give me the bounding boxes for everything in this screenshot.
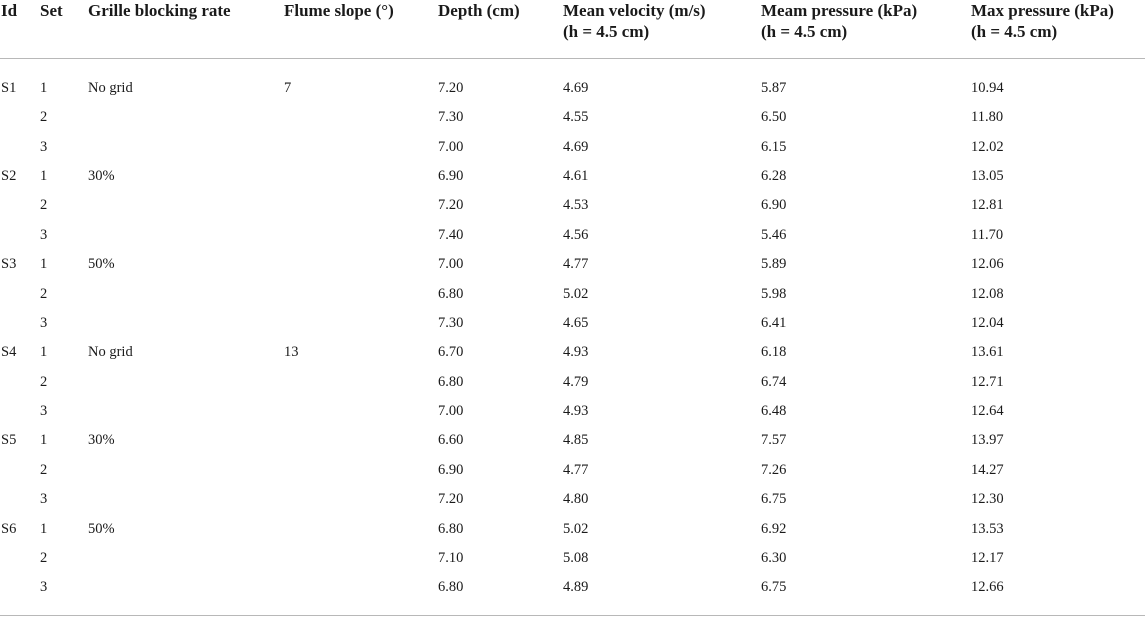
cell-id: S1 [1, 79, 17, 96]
table-row [0, 191, 1145, 220]
cell-max-pressure: 12.81 [971, 197, 1004, 214]
cell-max-pressure: 13.05 [971, 167, 1004, 184]
cell-mean-velocity: 4.85 [563, 432, 589, 449]
cell-mean-pressure: 6.30 [761, 550, 787, 567]
cell-flume-slope [284, 191, 438, 220]
cell-depth: 7.00 [438, 256, 464, 273]
cell-grille-blocking-rate: 30% [88, 432, 115, 449]
table-row [0, 338, 1145, 367]
cell-mean-pressure: 6.50 [761, 109, 787, 126]
cell-set: 3 [40, 226, 48, 243]
cell-flume-slope [284, 397, 438, 426]
cell-depth: 7.10 [438, 550, 464, 567]
cell-max-pressure: 12.71 [971, 373, 1004, 390]
cell-set: 3 [40, 403, 48, 420]
cell-depth: 7.00 [438, 403, 464, 420]
cell-grille-blocking-rate: No grid [88, 344, 133, 361]
cell-max-pressure: 12.30 [971, 491, 1004, 508]
cell-set: 1 [40, 79, 48, 96]
cell-mean-velocity: 4.77 [563, 256, 589, 273]
cell-grille-blocking-rate [88, 221, 284, 250]
cell-grille-blocking-rate [88, 368, 284, 397]
cell-flume-slope [284, 573, 438, 615]
table-row [0, 103, 1145, 132]
cell-mean-pressure: 6.41 [761, 314, 787, 331]
cell-mean-pressure: 7.57 [761, 432, 787, 449]
cell-set: 3 [40, 138, 48, 155]
cell-mean-pressure: 7.26 [761, 461, 787, 478]
cell-grille-blocking-rate [88, 132, 284, 161]
cell-mean-velocity: 4.79 [563, 373, 589, 390]
table-row [0, 250, 1145, 279]
cell-depth: 7.30 [438, 109, 464, 126]
cell-set: 3 [40, 491, 48, 508]
cell-set: 2 [40, 461, 48, 478]
cell-max-pressure: 13.97 [971, 432, 1004, 449]
cell-max-pressure: 12.64 [971, 403, 1004, 420]
cell-id [0, 573, 40, 615]
cell-set: 2 [40, 109, 48, 126]
table-row [0, 59, 1145, 104]
cell-depth: 6.80 [438, 520, 464, 537]
cell-max-pressure: 12.04 [971, 314, 1004, 331]
cell-grille-blocking-rate: No grid [88, 79, 133, 96]
table-row [0, 426, 1145, 455]
cell-mean-velocity: 4.56 [563, 226, 589, 243]
cell-set: 2 [40, 550, 48, 567]
cell-id [0, 368, 40, 397]
table-row [0, 397, 1145, 426]
cell-set: 1 [40, 256, 48, 273]
cell-id [0, 544, 40, 573]
table-row [0, 368, 1145, 397]
cell-max-pressure: 12.66 [971, 573, 1145, 615]
cell-mean-pressure: 5.46 [761, 226, 787, 243]
cell-mean-pressure: 6.15 [761, 138, 787, 155]
header-max-pressure-line1: Max pressure (kPa) [971, 1, 1114, 20]
cell-mean-velocity: 4.93 [563, 403, 589, 420]
cell-flume-slope [284, 426, 438, 455]
cell-max-pressure: 12.17 [971, 550, 1004, 567]
cell-id: S2 [1, 167, 17, 184]
cell-grille-blocking-rate [88, 456, 284, 485]
cell-set: 1 [40, 520, 48, 537]
cell-mean-velocity: 4.93 [563, 344, 589, 361]
cell-id [0, 103, 40, 132]
cell-mean-pressure: 6.75 [761, 491, 787, 508]
cell-flume-slope [284, 221, 438, 250]
header-grille-blocking-rate: Grille blocking rate [88, 0, 284, 59]
header-mean-velocity-line1: Mean velocity (m/s) [563, 1, 706, 20]
cell-depth: 7.20 [438, 79, 464, 96]
cell-id: S6 [1, 520, 17, 537]
cell-mean-velocity: 4.69 [563, 79, 589, 96]
cell-id [0, 132, 40, 161]
cell-flume-slope [284, 132, 438, 161]
table-row [0, 162, 1145, 191]
cell-mean-velocity: 4.53 [563, 197, 589, 214]
cell-depth: 6.70 [438, 344, 464, 361]
table-row [0, 132, 1145, 161]
cell-grille-blocking-rate [88, 309, 284, 338]
cell-depth: 6.90 [438, 461, 464, 478]
cell-depth: 7.00 [438, 138, 464, 155]
cell-id [0, 456, 40, 485]
header-set: Set [40, 0, 88, 59]
cell-flume-slope [284, 279, 438, 308]
cell-id [0, 309, 40, 338]
header-id: Id [0, 0, 40, 59]
table-row [0, 279, 1145, 308]
cell-depth: 7.20 [438, 491, 464, 508]
table-row [0, 514, 1145, 543]
cell-set: 1 [40, 344, 48, 361]
cell-depth: 6.90 [438, 167, 464, 184]
cell-mean-velocity: 4.69 [563, 138, 589, 155]
cell-flume-slope [284, 309, 438, 338]
cell-max-pressure: 10.94 [971, 79, 1004, 96]
cell-id: S4 [1, 344, 17, 361]
header-flume-slope: Flume slope (°) [284, 0, 438, 59]
cell-id [0, 191, 40, 220]
cell-max-pressure: 11.70 [971, 226, 1004, 243]
cell-set: 1 [40, 167, 48, 184]
header-mean-velocity [563, 0, 761, 59]
cell-set: 3 [40, 573, 88, 615]
cell-grille-blocking-rate [88, 485, 284, 514]
header-mean-pressure-line1: Meam pressure (kPa) [761, 1, 918, 20]
cell-max-pressure: 13.53 [971, 520, 1004, 537]
cell-set: 3 [40, 314, 48, 331]
cell-flume-slope [284, 456, 438, 485]
cell-grille-blocking-rate [88, 397, 284, 426]
table-row [0, 309, 1145, 338]
cell-set: 2 [40, 373, 48, 390]
header-mean-velocity-line2: (h = 4.5 cm) [563, 22, 650, 41]
cell-mean-velocity: 4.61 [563, 167, 589, 184]
cell-grille-blocking-rate: 30% [88, 167, 115, 184]
cell-mean-velocity: 5.08 [563, 550, 589, 567]
cell-flume-slope: 13 [284, 344, 299, 361]
cell-grille-blocking-rate [88, 544, 284, 573]
cell-depth: 7.40 [438, 226, 464, 243]
header-mean-pressure-line2: (h = 4.5 cm) [761, 22, 848, 41]
cell-mean-pressure: 6.48 [761, 403, 787, 420]
cell-max-pressure: 12.02 [971, 138, 1004, 155]
table-header [0, 0, 1145, 59]
cell-max-pressure: 12.08 [971, 285, 1004, 302]
cell-mean-velocity: 4.89 [563, 573, 761, 615]
cell-grille-blocking-rate [88, 103, 284, 132]
header-mean-pressure [761, 0, 971, 59]
cell-mean-pressure: 6.90 [761, 197, 787, 214]
header-depth: Depth (cm) [438, 0, 563, 59]
cell-set: 2 [40, 197, 48, 214]
cell-id [0, 397, 40, 426]
cell-max-pressure: 11.80 [971, 109, 1004, 126]
cell-set: 2 [40, 285, 48, 302]
cell-depth: 6.80 [438, 285, 464, 302]
table-row [0, 485, 1145, 514]
header-row [0, 0, 1145, 59]
cell-flume-slope [284, 162, 438, 191]
cell-mean-pressure: 5.98 [761, 285, 787, 302]
table-row [0, 221, 1145, 250]
table-body [0, 59, 1145, 616]
cell-flume-slope [284, 250, 438, 279]
cell-grille-blocking-rate [88, 573, 284, 615]
cell-mean-pressure: 6.75 [761, 573, 971, 615]
cell-depth: 6.80 [438, 373, 464, 390]
cell-grille-blocking-rate: 50% [88, 256, 115, 273]
cell-id [0, 221, 40, 250]
cell-flume-slope: 7 [284, 79, 292, 96]
cell-id [0, 485, 40, 514]
header-max-pressure-line2: (h = 4.5 cm) [971, 22, 1058, 41]
cell-mean-pressure: 6.92 [761, 520, 787, 537]
cell-mean-velocity: 4.80 [563, 491, 589, 508]
cell-flume-slope [284, 103, 438, 132]
cell-mean-pressure: 6.74 [761, 373, 787, 390]
cell-id: S5 [1, 432, 17, 449]
cell-mean-velocity: 5.02 [563, 520, 589, 537]
header-max-pressure [971, 0, 1145, 59]
cell-depth: 6.60 [438, 432, 464, 449]
cell-flume-slope [284, 485, 438, 514]
cell-grille-blocking-rate [88, 279, 284, 308]
cell-mean-velocity: 5.02 [563, 285, 589, 302]
cell-mean-pressure: 6.28 [761, 167, 787, 184]
cell-max-pressure: 14.27 [971, 461, 1004, 478]
cell-id [0, 279, 40, 308]
table-row [0, 544, 1145, 573]
cell-id: S3 [1, 256, 17, 273]
cell-mean-velocity: 4.77 [563, 461, 589, 478]
cell-flume-slope [284, 514, 438, 543]
cell-set: 1 [40, 432, 48, 449]
cell-max-pressure: 12.06 [971, 256, 1004, 273]
cell-max-pressure: 13.61 [971, 344, 1004, 361]
cell-grille-blocking-rate: 50% [88, 520, 115, 537]
cell-mean-velocity: 4.55 [563, 109, 589, 126]
cell-mean-velocity: 4.65 [563, 314, 589, 331]
cell-depth: 7.20 [438, 197, 464, 214]
cell-depth: 7.30 [438, 314, 464, 331]
cell-depth: 6.80 [438, 573, 563, 615]
cell-flume-slope [284, 368, 438, 397]
cell-flume-slope [284, 544, 438, 573]
table-row [0, 573, 1145, 615]
cell-grille-blocking-rate [88, 191, 284, 220]
cell-mean-pressure: 5.87 [761, 79, 787, 96]
cell-mean-pressure: 6.18 [761, 344, 787, 361]
cell-mean-pressure: 5.89 [761, 256, 787, 273]
table-row [0, 456, 1145, 485]
